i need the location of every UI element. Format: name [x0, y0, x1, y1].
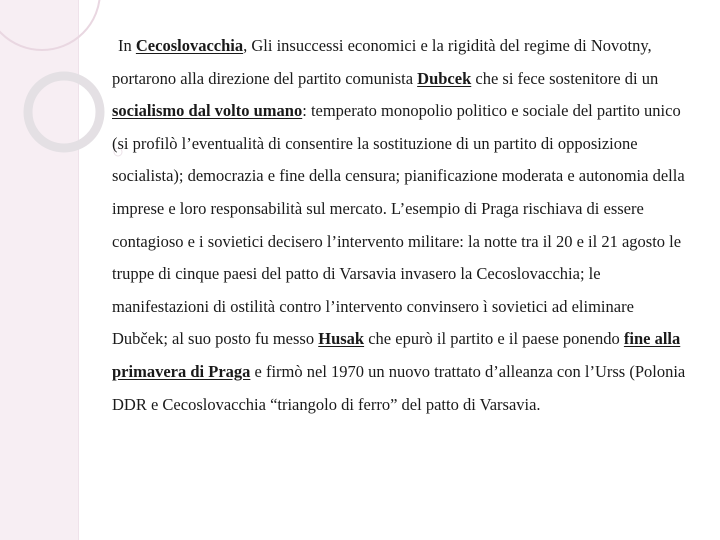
text-segment: In: [118, 36, 136, 55]
keyword-socialismo: socialismo dal volto umano: [112, 101, 303, 121]
keyword-husak: Husak: [318, 329, 365, 349]
text-segment: e firmò nel 1970 un nuovo trattato d’alleanza con l’Urss (Polonia DDR e Cecoslovacchia “triangolo di ferro” del patto di Varsavia.: [112, 361, 686, 414]
text-segment: , Gli insuccessi economici e la rigidità del regime di Novotny, portarono alla direzione del partito comunista: [112, 36, 652, 88]
text-segment: che si fece sostenitore di un: [471, 68, 659, 88]
text-segment: : temperato monopolio politico e sociale del partito unico (si profilò l’eventualità di consentire la sostituzione di un partito di opposizione socialista); democrazia e fine della censura; pianificazione moderata e autonomia della imprese e loro responsabilità sul mercato. L’esempio di Praga rischiava di essere contagioso e i sovietici decisero l’intervento militare: la notte tra il 20 e il 21 agosto le truppe di cinque paesi del patto di Varsavia invasero la Cecoslovacchia; le manifestazioni di ostilità contro l’intervento convinsero ì sovietici ad eliminare Dubček; al suo posto fu messo: [112, 101, 685, 349]
keyword-cecoslovacchia: Cecoslovacchia: [135, 36, 244, 55]
body-paragraph: [112, 30, 692, 421]
text-segment: che epurò il partito e il paese ponendo: [364, 329, 624, 349]
keyword-fine-primavera: fine alla primavera di Praga: [112, 329, 681, 381]
keyword-dubcek: Dubcek: [417, 68, 472, 88]
decorative-circle-large: [0, 0, 100, 50]
decorative-circle-small: [28, 76, 100, 148]
